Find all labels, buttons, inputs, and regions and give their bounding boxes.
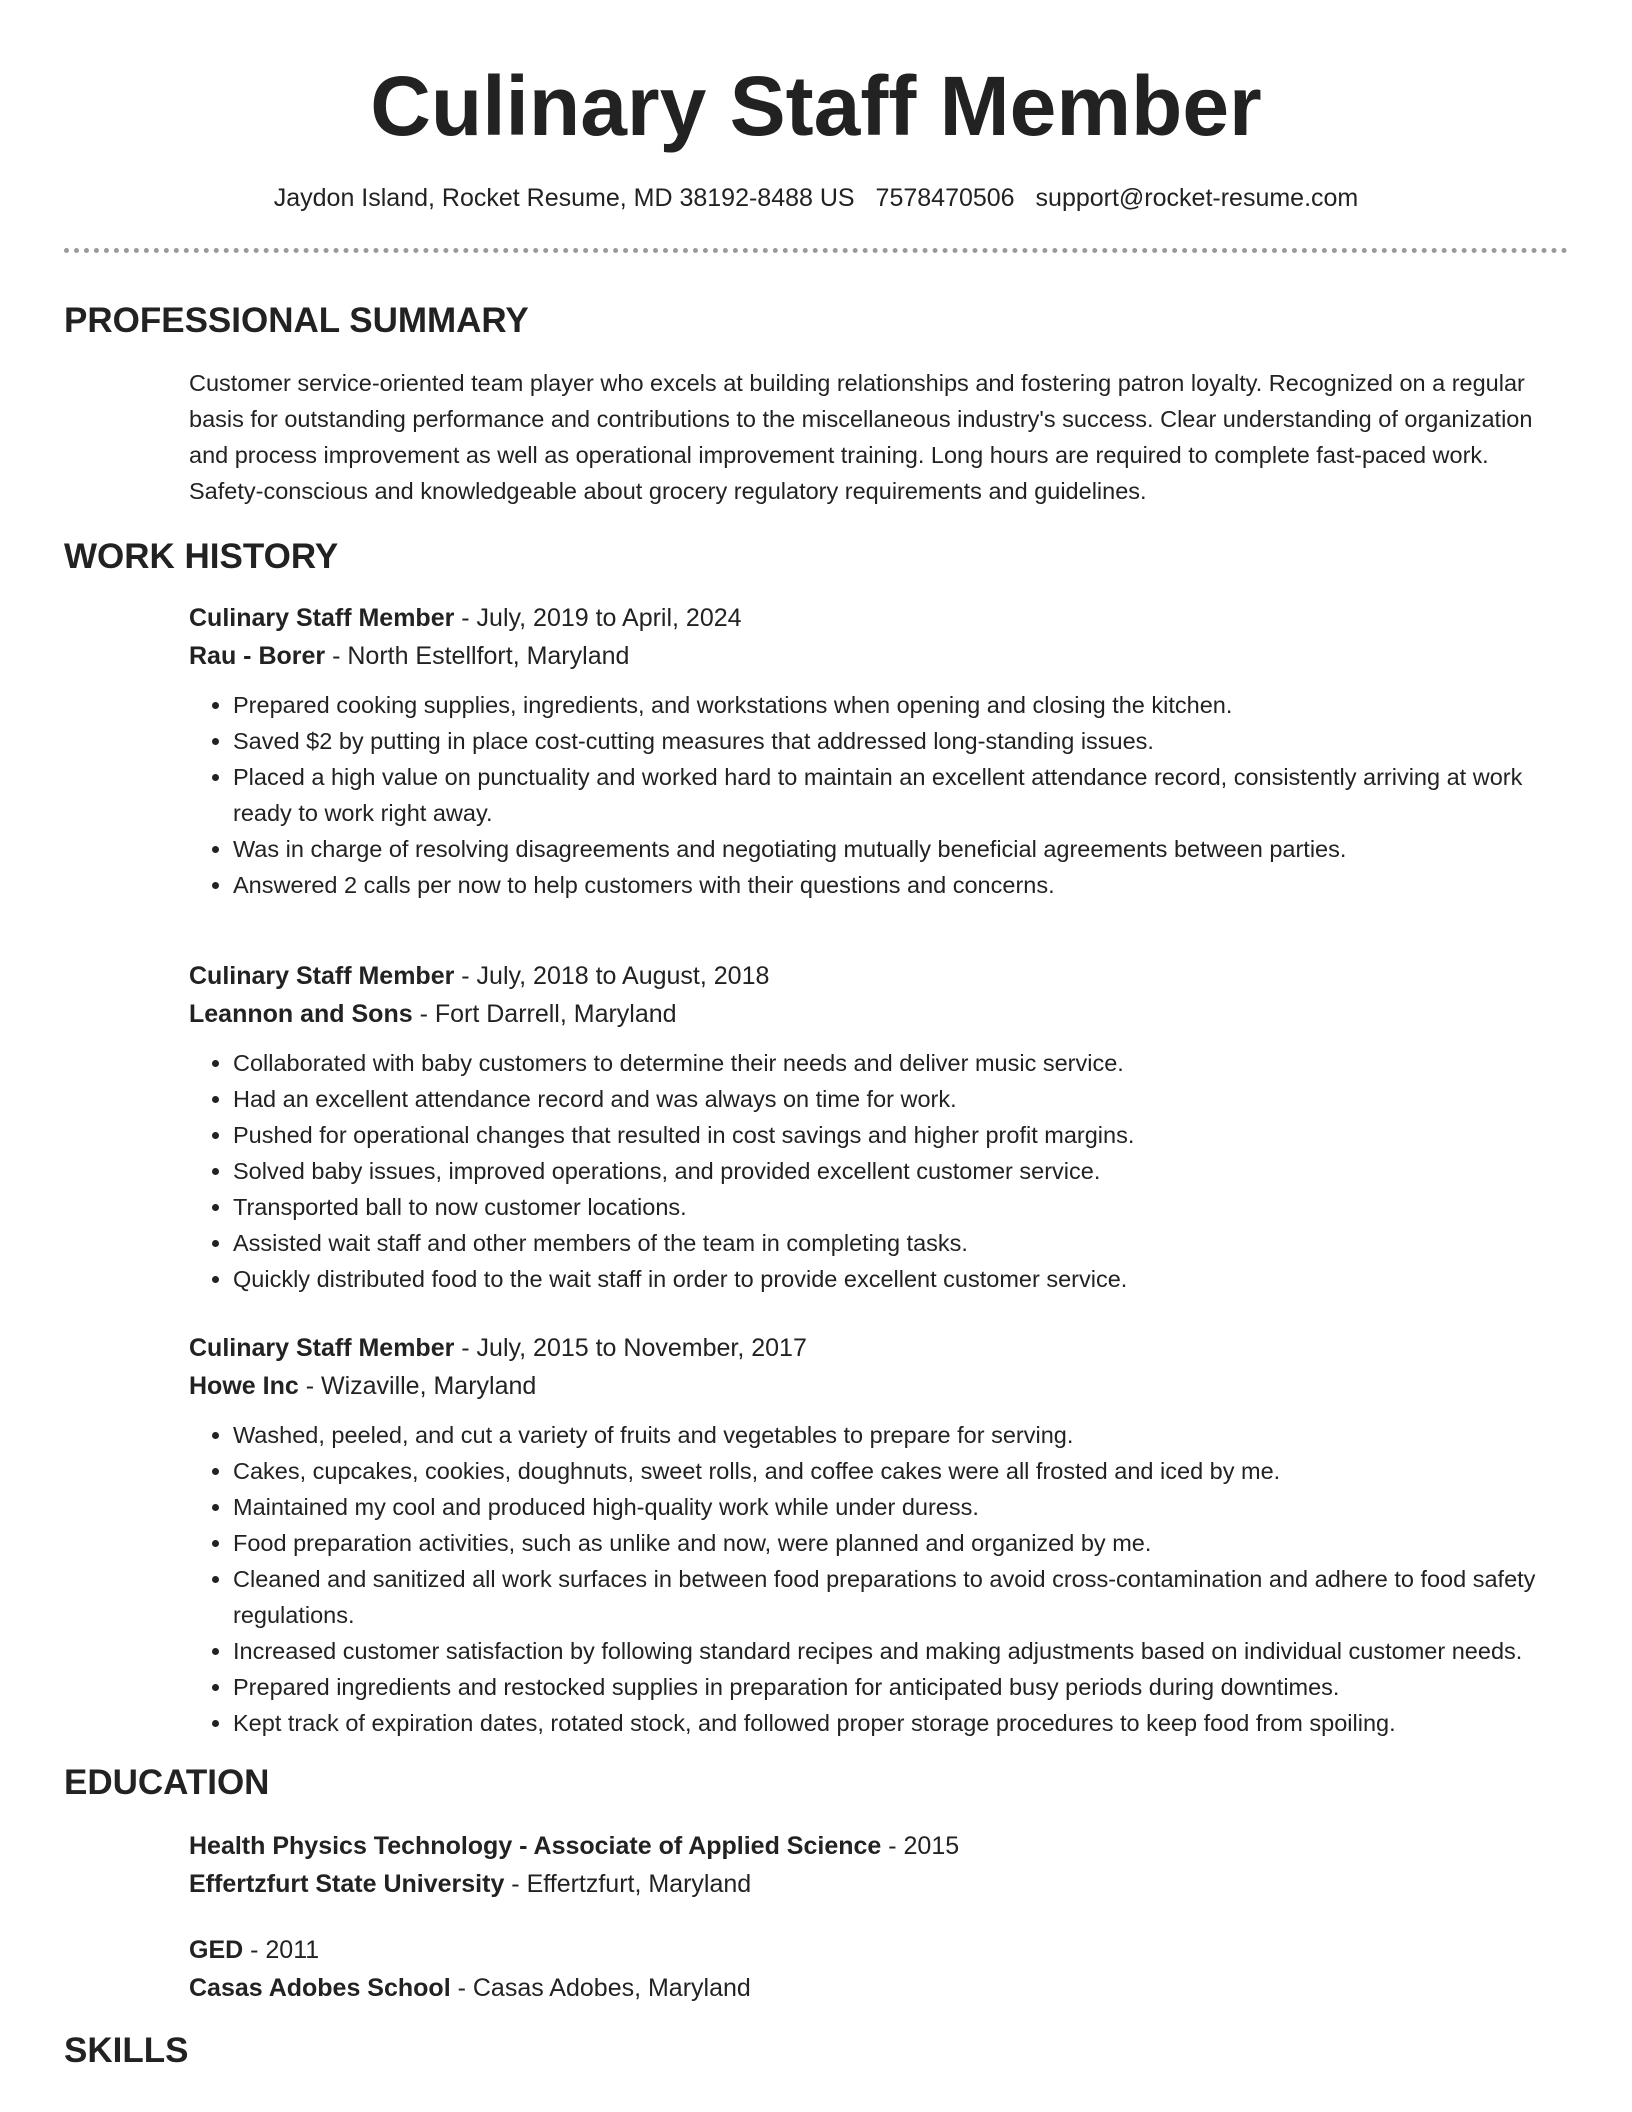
job-location: - Fort Darrell, Maryland [412,1000,677,1028]
job-dates: - July, 2018 to August, 2018 [454,962,770,990]
job-bullet: • Solved baby issues, improved operations, and provided excellent customer service. [233,1153,1568,1189]
section-title-skills: SKILLS [64,2031,189,2070]
job-bullet: • Assisted wait staff and other members of the team in completing tasks. [233,1225,1568,1261]
education-degree-line [189,1931,1568,1969]
header-divider [64,248,1568,253]
contact-phone: 7578470506 [875,184,1015,212]
candidate-name: Culinary Staff Member [370,59,1262,153]
job-location: - Wizaville, Maryland [298,1372,537,1400]
job-bullet: • Collaborated with baby customers to determine their needs and deliver music service. [233,1045,1568,1081]
job-bullet: • Washed, peeled, and cut a variety of fruits and vegetables to prepare for serving. [233,1417,1568,1453]
job-bullet: • Saved $2 by putting in place cost-cutting measures that addressed long-standing issues. [233,723,1568,759]
education-school: Casas Adobes School [189,1974,451,2002]
job-bullet: • Quickly distributed food to the wait staff in order to provide excellent customer service. [233,1261,1568,1297]
job-bullet: • Increased customer satisfaction by following standard recipes and making adjustments based on individual customer needs. [233,1633,1568,1669]
job-bullet: • Kept track of expiration dates, rotated stock, and followed proper storage procedures to keep food from spoiling. [233,1705,1568,1741]
job-bullets [189,1417,1568,1741]
contact-email: support@rocket-resume.com [1035,184,1359,212]
section-title-work-history: WORK HISTORY [64,537,339,576]
education-location: - Effertzfurt, Maryland [504,1870,752,1898]
job-bullet: • Placed a high value on punctuality and worked hard to maintain an excellent attendance record, consistently arriving at work ready to work right away. [233,759,1568,831]
job-title-line [189,957,1568,995]
job-bullet: • Food preparation activities, such as unlike and now, were planned and organized by me. [233,1525,1568,1561]
job-entry [189,957,1568,1297]
job-title-line [189,1329,1568,1367]
education-location: - Casas Adobes, Maryland [450,1974,751,2002]
job-company-line [189,995,1568,1033]
education-degree: Health Physics Technology - Associate of Applied Science [189,1832,882,1860]
job-bullet: • Transported ball to now customer locations. [233,1189,1568,1225]
job-bullet: • Was in charge of resolving disagreements and negotiating mutually beneficial agreements between parties. [233,831,1568,867]
job-company: Leannon and Sons [189,1000,413,1028]
education-entry [189,1931,1568,2007]
job-role: Culinary Staff Member [189,1334,455,1362]
job-role: Culinary Staff Member [189,604,455,632]
section-title-education: EDUCATION [64,1763,270,1802]
job-dates: - July, 2019 to April, 2024 [454,604,742,632]
education-year: - 2011 [243,1936,320,1964]
contact-address: Jaydon Island, Rocket Resume, MD 38192-8488 US [273,184,855,212]
job-company-line [189,1367,1568,1405]
job-entry [189,599,1568,903]
section-title-summary: PROFESSIONAL SUMMARY [64,301,529,340]
job-bullet: • Pushed for operational changes that resulted in cost savings and higher profit margins. [233,1117,1568,1153]
job-bullet: • Cakes, cupcakes, cookies, doughnuts, sweet rolls, and coffee cakes were all frosted and iced by me. [233,1453,1568,1489]
job-bullets [189,687,1568,903]
job-bullet: • Cleaned and sanitized all work surfaces in between food preparations to avoid cross-contamination and adhere to food safety regulations. [233,1561,1568,1633]
education-school-line [189,1865,1568,1903]
contact-line [0,182,1632,214]
job-bullet: • Maintained my cool and produced high-quality work while under duress. [233,1489,1568,1525]
job-bullet: • Had an excellent attendance record and was always on time for work. [233,1081,1568,1117]
job-company: Rau - Borer [189,642,326,670]
job-company: Howe Inc [189,1372,299,1400]
job-title-line [189,599,1568,637]
job-company-line [189,637,1568,675]
job-bullet: • Answered 2 calls per now to help customers with their questions and concerns. [233,867,1568,903]
job-dates: - July, 2015 to November, 2017 [454,1334,807,1362]
job-role: Culinary Staff Member [189,962,455,990]
education-year: - 2015 [881,1832,960,1860]
resume-header [0,0,1632,214]
education-degree-line [189,1827,1568,1865]
job-location: - North Estellfort, Maryland [325,642,630,670]
education-degree: GED [189,1936,244,1964]
job-bullets [189,1045,1568,1297]
job-bullet: • Prepared cooking supplies, ingredients, and workstations when opening and closing the kitchen. [233,687,1568,723]
education-school: Effertzfurt State University [189,1870,505,1898]
education-entry [189,1827,1568,1903]
education-school-line [189,1969,1568,2007]
summary-text: Customer service-oriented team player who excels at building relationships and fostering patron loyalty. Recognized on a regular basis for outstanding performance and contributions to the miscellaneous industry's success. Clear understanding of organization and process improvement as well as operational improvement training. Long hours are required to complete fast-paced work. Safety-conscious and knowledgeable about grocery regulatory requirements and guidelines. [189,370,1533,504]
job-bullet: • Prepared ingredients and restocked supplies in preparation for anticipated busy periods during downtimes. [233,1669,1568,1705]
job-entry [189,1329,1568,1741]
